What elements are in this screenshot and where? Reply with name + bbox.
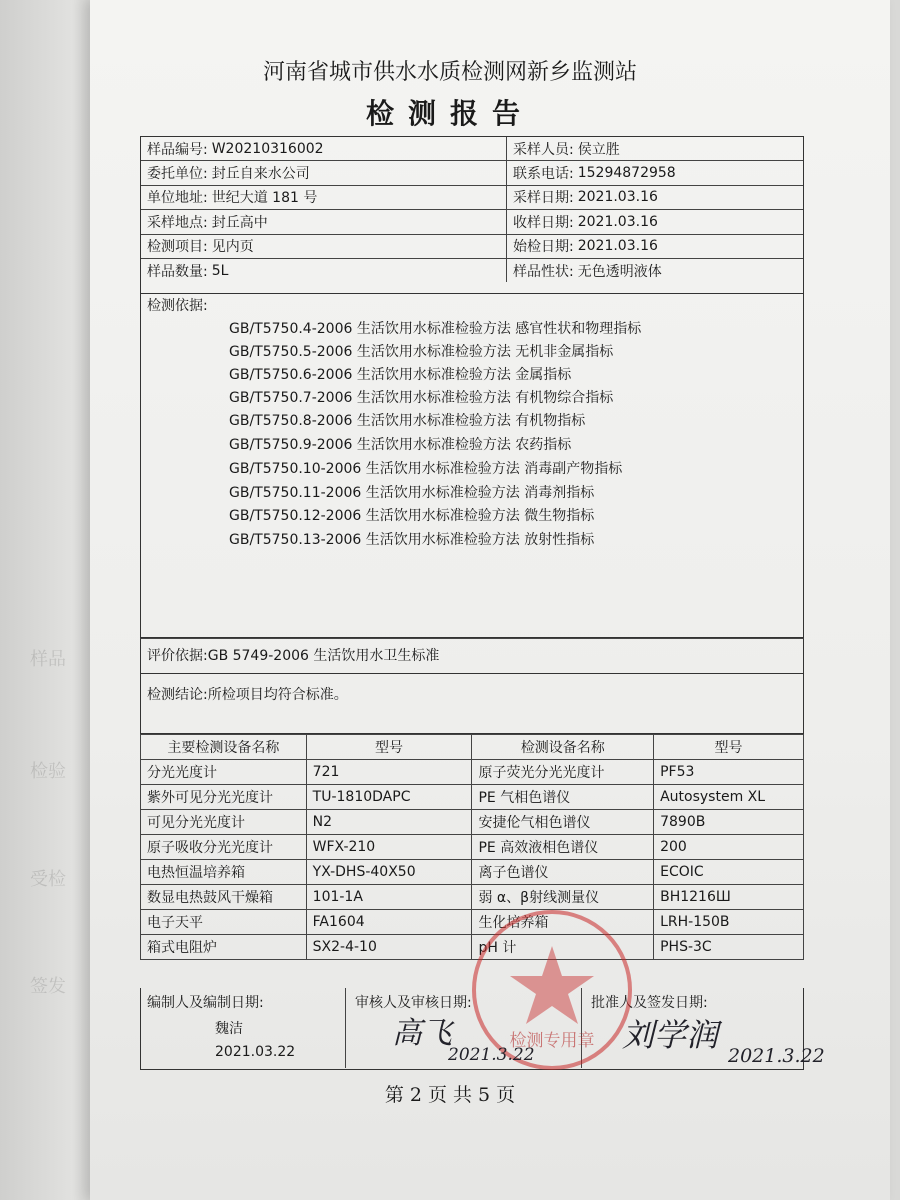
- table-row: [141, 860, 804, 885]
- evaluation-value: GB 5749-2006 生活饮用水卫生标准: [207, 648, 440, 664]
- standard-item: GB/T5750.6-2006 生活饮用水标准检验方法 金属指标: [229, 367, 572, 383]
- start-date-label: 始检日期:: [513, 239, 574, 256]
- table-row: [141, 785, 804, 810]
- editor-label: 编制人及编制日期:: [147, 995, 264, 1011]
- approver-signature: 刘学润: [622, 1016, 719, 1054]
- table-cell: 安捷伦气相色谱仪: [472, 810, 654, 835]
- table-cell: 电热恒温培养箱: [141, 860, 307, 885]
- column-header: 型号: [306, 735, 472, 760]
- reviewer-signature: 高飞: [392, 1016, 452, 1051]
- table-cell: WFX-210: [306, 835, 472, 860]
- quantity-label: 样品数量:: [147, 263, 208, 280]
- table-cell: PHS-3C: [654, 935, 804, 960]
- table-cell: FA1604: [306, 910, 472, 935]
- property-label: 样品性状:: [513, 263, 574, 280]
- organization-name: 河南省城市供水水质检测网新乡监测站: [262, 60, 637, 85]
- table-row: [141, 210, 803, 234]
- table-cell: 分光光度计: [141, 760, 307, 785]
- table-cell: 电子天平: [141, 910, 307, 935]
- table-cell: pH 计: [472, 935, 654, 960]
- table-header-row: [141, 735, 804, 760]
- items-label: 检测项目:: [147, 239, 208, 256]
- phone-label: 联系电话:: [513, 166, 574, 183]
- table-row: [141, 835, 804, 860]
- items: 见内页: [211, 239, 254, 256]
- address-label: 单位地址:: [147, 190, 208, 207]
- test-basis-label: 检测依据:: [147, 298, 208, 314]
- table-cell: TU-1810DAPC: [306, 785, 472, 810]
- evaluation-label: 评价依据:: [147, 648, 208, 664]
- test-basis-section: [140, 293, 804, 638]
- editor-date: 2021.03.22: [215, 1044, 296, 1060]
- table-cell: 数显电热鼓风干燥箱: [141, 885, 307, 910]
- table-cell: 弱 α、β射线测量仪: [472, 885, 654, 910]
- divider: [345, 988, 346, 1068]
- table-row: [141, 161, 803, 185]
- page-number: 第 2 页 共 5 页: [384, 1084, 516, 1106]
- table-row: [141, 760, 804, 785]
- table-cell: LRH-150B: [654, 910, 804, 935]
- evaluation-basis: [140, 638, 804, 674]
- reviewer-label: 审核人及审核日期:: [355, 995, 472, 1011]
- client: 封丘自来水公司: [211, 166, 310, 183]
- ghost-text: 检验: [30, 761, 66, 782]
- receive-date: 2021.03.16: [577, 213, 658, 230]
- table-cell: 生化培养箱: [472, 910, 654, 935]
- sampler-label: 采样人员:: [513, 141, 574, 158]
- table-row: [141, 235, 803, 259]
- table-row: [141, 137, 803, 161]
- receive-date-label: 收样日期:: [513, 214, 574, 231]
- sample-no-label: 样品编号:: [147, 141, 208, 158]
- table-cell: 可见分光光度计: [141, 810, 307, 835]
- address: 世纪大道 181 号: [211, 190, 318, 207]
- editor-name: 魏洁: [215, 1021, 243, 1037]
- seal-text: 检测专用章: [509, 1031, 595, 1051]
- standard-item: GB/T5750.12-2006 生活饮用水标准检验方法 微生物指标: [229, 508, 595, 524]
- table-row: [141, 186, 803, 210]
- test-conclusion: [140, 674, 804, 734]
- table-cell: 721: [306, 760, 472, 785]
- standard-item: GB/T5750.11-2006 生活饮用水标准检验方法 消毒剂指标: [229, 485, 595, 501]
- sample-info-table: [140, 136, 804, 294]
- table-row: [141, 259, 803, 282]
- standard-item: GB/T5750.8-2006 生活饮用水标准检验方法 有机物指标: [229, 413, 586, 429]
- approver-label: 批准人及签发日期:: [591, 995, 708, 1011]
- table-cell: BH1216Ш: [654, 885, 804, 910]
- table-cell: 离子色谱仪: [472, 860, 654, 885]
- conclusion-label: 检测结论:: [147, 687, 208, 703]
- table-cell: YX-DHS-40X50: [306, 860, 472, 885]
- table-cell: SX2-4-10: [306, 935, 472, 960]
- table-cell: 箱式电阻炉: [141, 935, 307, 960]
- location-label: 采样地点:: [147, 214, 208, 231]
- standard-item: GB/T5750.10-2006 生活饮用水标准检验方法 消毒副产物指标: [229, 461, 623, 477]
- sample-no: W20210316002: [211, 140, 324, 157]
- location: 封丘高中: [211, 214, 268, 231]
- table-cell: PE 气相色谱仪: [472, 785, 654, 810]
- ghost-text: 样品: [30, 649, 66, 670]
- table-cell: PE 高效液相色谱仪: [472, 835, 654, 860]
- table-cell: 原子荧光分光光度计: [472, 760, 654, 785]
- table-cell: ECOIC: [654, 860, 804, 885]
- table-cell: PF53: [654, 760, 804, 785]
- table-cell: 7890B: [654, 810, 804, 835]
- property: 无色透明液体: [577, 263, 662, 280]
- column-header: 型号: [654, 735, 804, 760]
- column-header: 主要检测设备名称: [141, 735, 307, 760]
- standard-item: GB/T5750.7-2006 生活饮用水标准检验方法 有机物综合指标: [229, 390, 614, 406]
- sample-date-label: 采样日期:: [513, 190, 574, 207]
- table-cell: 原子吸收分光光度计: [141, 835, 307, 860]
- column-header: 检测设备名称: [472, 735, 654, 760]
- adjacent-page: [0, 0, 90, 1200]
- phone: 15294872958: [577, 165, 676, 182]
- client-label: 委托单位:: [147, 166, 208, 183]
- table-cell: 紫外可见分光光度计: [141, 785, 307, 810]
- start-date: 2021.03.16: [577, 238, 658, 255]
- sample-date: 2021.03.16: [577, 189, 658, 206]
- ghost-text: 签发: [30, 976, 66, 997]
- standard-item: GB/T5750.13-2006 生活饮用水标准检验方法 放射性指标: [229, 532, 595, 548]
- sampler: 侯立胜: [577, 141, 620, 158]
- table-cell: 101-1A: [306, 885, 472, 910]
- ghost-text: 受检: [30, 869, 66, 890]
- conclusion-value: 所检项目均符合标准。: [207, 687, 348, 703]
- reviewer-date: 2021.3.22: [448, 1045, 535, 1065]
- table-row: [141, 810, 804, 835]
- standard-item: GB/T5750.9-2006 生活饮用水标准检验方法 农药指标: [229, 437, 572, 453]
- standard-item: GB/T5750.4-2006 生活饮用水标准检验方法 感官性状和物理指标: [229, 321, 642, 337]
- standard-item: GB/T5750.5-2006 生活饮用水标准检验方法 无机非金属指标: [229, 344, 614, 360]
- report-title: 检测报告: [365, 97, 534, 130]
- table-cell: 200: [654, 835, 804, 860]
- table-cell: Autosystem XL: [654, 785, 804, 810]
- table-cell: N2: [306, 810, 472, 835]
- quantity: 5L: [211, 262, 229, 279]
- approver-date: 2021.3.22: [728, 1045, 825, 1067]
